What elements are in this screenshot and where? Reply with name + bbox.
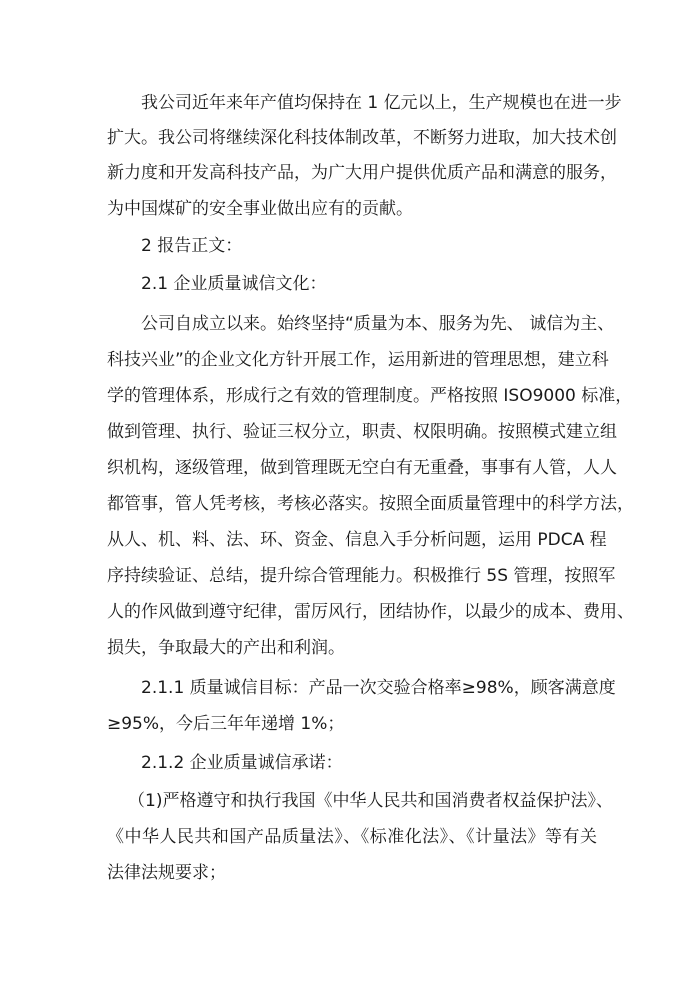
paragraph-line: （1)严格遵守和执行我国《中华人民共和国消费者权益保护法》、 — [128, 791, 613, 811]
paragraph-line: 法律法规要求； — [107, 863, 226, 883]
paragraph-line: 我公司近年来年产值均保持在 1 亿元以上，生产规模也在进一步 — [141, 93, 622, 113]
paragraph-line: ≥95%，今后三年年递增 1%； — [107, 714, 345, 734]
paragraph-line: 学的管理体系，形成行之有效的管理制度。严格按照 ISO9000 标准， — [107, 386, 633, 406]
paragraph-line: 2.1.1 质量诚信目标：产品一次交验合格率≥98%，顾客满意度 — [141, 678, 616, 698]
paragraph-line: 公司自成立以来。始终坚持“质量为本、服务为先、 诚信为主、 — [141, 314, 615, 334]
paragraph-line: 序持续验证、总结，提升综合管理能力。积极推行 5S 管理，按照军 — [107, 566, 616, 586]
paragraph-line: 从人、机、料、法、环、资金、信息入手分析问题，运用 PDCA 程 — [107, 530, 607, 550]
paragraph-line: 织机构，逐级管理，做到管理既无空白有无重叠，事事有人管，人人 — [107, 458, 617, 478]
paragraph-line: 人的作风做到遵守纪律，雷厉风行，团结协作，以最少的成本、费用、 — [107, 602, 634, 622]
paragraph-line: 科技兴业”的企业文化方针开展工作，运用新进的管理思想，建立科 — [107, 350, 609, 370]
subsection-heading: 2.1 企业质量诚信文化： — [141, 274, 327, 294]
subsection-heading: 2.1.2 企业质量诚信承诺： — [141, 753, 343, 773]
paragraph-line: 做到管理、执行、验证三权分立，职责、权限明确。按照模式建立组 — [107, 422, 617, 442]
paragraph-line: 都管事，管人凭考核，考核必落实。按照全面质量管理中的科学方法， — [107, 494, 634, 514]
section-heading: 2 报告正文： — [141, 236, 243, 256]
paragraph-line: 为中国煤矿的安全事业做出应有的贡献。 — [107, 199, 413, 219]
paragraph-line: 损失，争取最大的产出和利润。 — [107, 638, 345, 658]
paragraph-line: 《中华人民共和国产品质量法》、《标准化法》、《计量法》等有关 — [107, 827, 597, 847]
paragraph-line: 扩大。我公司将继续深化科技体制改革，不断努力进取，加大技术创 — [107, 128, 617, 148]
paragraph-line: 新力度和开发高科技产品，为广大用户提供优质产品和满意的服务， — [107, 163, 617, 183]
